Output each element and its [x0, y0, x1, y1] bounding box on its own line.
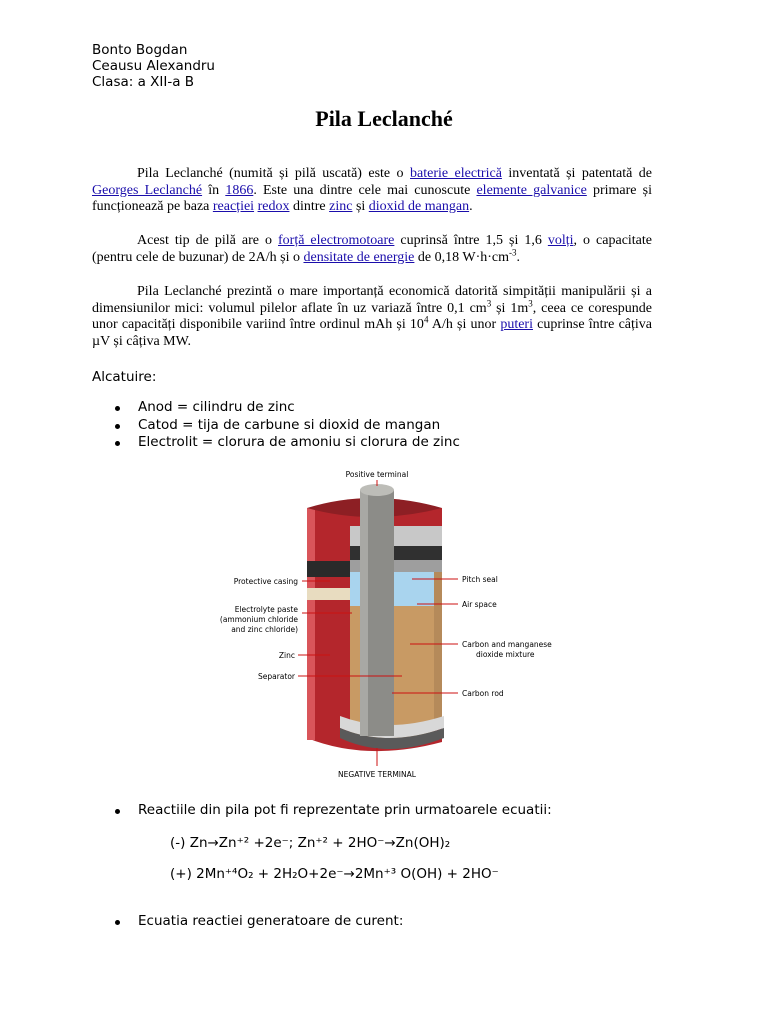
label-zinc: Zinc [278, 651, 295, 660]
superscript: -3 [509, 246, 517, 257]
intro-paragraph [92, 166, 652, 216]
text: primare și funcționează pe baza [92, 182, 653, 214]
separator [434, 572, 442, 722]
casing-band [307, 561, 350, 577]
text: cuprinse între câțiva µV și câțiva MW. [92, 317, 652, 349]
text: și 1m [491, 300, 529, 316]
reactions-list [92, 802, 552, 820]
link-zinc[interactable]: zinc [329, 199, 353, 214]
label-electrolyte-paste: Electrolyte paste [234, 605, 298, 614]
text: Acest tip de pilă are o [137, 233, 278, 248]
superscript: 4 [423, 314, 429, 325]
text: Pila Leclanché (numită și pilă uscată) este o [137, 166, 410, 181]
list-item-text: Electrolit = clorura de amoniu si clorura de zinc [138, 434, 460, 450]
text: inventată și patentată de [501, 166, 653, 181]
label-positive-terminal: Positive terminal [345, 470, 409, 479]
label-carbon-manganese: dioxide mixture [476, 650, 535, 659]
text: Pila Leclanché prezintă o mare importanță economică datorită simpității manipulării și a dimensiunilor mici: volumul pilelor aflate în uz variază între 0,1 cm [92, 284, 652, 316]
text: . [516, 249, 521, 265]
section-heading-alcatuire: Alcatuire: [92, 369, 157, 385]
bullet-icon [115, 406, 120, 411]
list-item [92, 802, 552, 820]
author-block [92, 42, 215, 90]
list-item [92, 417, 460, 435]
casing-highlight [307, 508, 315, 740]
casing-band [307, 588, 350, 600]
list-item-text: Catod = tija de carbune si dioxid de mangan [138, 416, 441, 433]
generator-list [92, 913, 403, 931]
link-elemente-galvanice[interactable]: elemente galvanice [476, 182, 587, 198]
link-baterie-electrica[interactable]: baterie electrică [410, 166, 502, 181]
bullet-icon [115, 441, 120, 446]
label-protective-casing: Protective casing [233, 577, 298, 586]
bullet-icon [115, 920, 120, 925]
label-negative-terminal: NEGATIVE TERMINAL [338, 770, 416, 779]
text: în [202, 182, 226, 198]
list-item [92, 913, 403, 931]
text: A/h și unor [428, 317, 501, 332]
text: dintre [289, 199, 330, 214]
link-1866[interactable]: 1866 [225, 182, 254, 198]
label-carbon-rod: Carbon rod [462, 689, 504, 698]
author-name: Ceausu Alexandru [92, 58, 215, 74]
carbon-rod-highlight [360, 490, 368, 736]
document-title: Pila Leclanché [315, 106, 453, 131]
text: . Este una dintre cele mai cunoscute [253, 182, 477, 198]
list-item [92, 399, 460, 417]
text: de 0,18 W·h·cm [414, 249, 510, 265]
voltage-paragraph [92, 233, 652, 266]
cathode-equation: (+) 2Mn⁺⁴O₂ + 2H₂O+2e⁻→2Mn⁺³ O(OH) + 2HO⁻ [170, 866, 499, 882]
superscript: 3 [486, 297, 492, 308]
label-electrolyte-paste: (ammonium chloride [219, 615, 298, 624]
label-pitch-seal: Pitch seal [462, 575, 498, 584]
importance-paragraph [92, 284, 652, 350]
list-item-text: Anod = cilindru de zinc [138, 399, 295, 415]
text: , o capacitate (pentru cele de buzunar) de 2A/h și o [92, 233, 652, 265]
list-item-text: Ecuatia reactiei generatoare de curent: [138, 913, 404, 929]
link-puteri[interactable]: puteri [500, 317, 533, 332]
link-redox[interactable]: redox [257, 199, 290, 214]
label-electrolyte-paste: and zinc chloride) [231, 625, 298, 634]
list-item-text: Reactiile din pila pot fi reprezentate prin urmatoarele ecuatii: [138, 802, 552, 818]
bullet-icon [115, 809, 120, 814]
link-dioxid-de-mangan[interactable]: dioxid de mangan [368, 199, 470, 214]
text: și [352, 199, 369, 214]
link-densitate-de-energie[interactable]: densitate de energie [303, 249, 415, 265]
label-air-space: Air space [462, 600, 497, 609]
link-georges-leclanche[interactable]: Georges Leclanché [92, 182, 203, 198]
class-line: Clasa: a XII-a B [92, 74, 195, 90]
battery-cross-section-diagram [212, 466, 572, 786]
bullet-icon [115, 424, 120, 429]
link-volti[interactable]: volți [547, 233, 574, 248]
label-separator: Separator [257, 672, 295, 681]
label-carbon-manganese: Carbon and manganese [462, 640, 552, 649]
anode-equation: (-) Zn→Zn⁺² +2e⁻; Zn⁺² + 2HO⁻→Zn(OH)₂ [170, 835, 451, 851]
superscript: 3 [528, 297, 533, 308]
text: . [469, 199, 473, 214]
text: , ceea ce corespunde unor capacități disponibile variind între ordinul mAh și 10 [92, 300, 652, 332]
author-name: Bonto Bogdan [92, 42, 188, 58]
text: cuprinsă între 1,5 și 1,6 [394, 233, 548, 248]
list-item [92, 434, 460, 452]
link-forta-electromotoare[interactable]: forță electromotoare [278, 233, 395, 248]
link-reactiei[interactable]: reacției [212, 199, 255, 214]
component-list [92, 399, 460, 452]
